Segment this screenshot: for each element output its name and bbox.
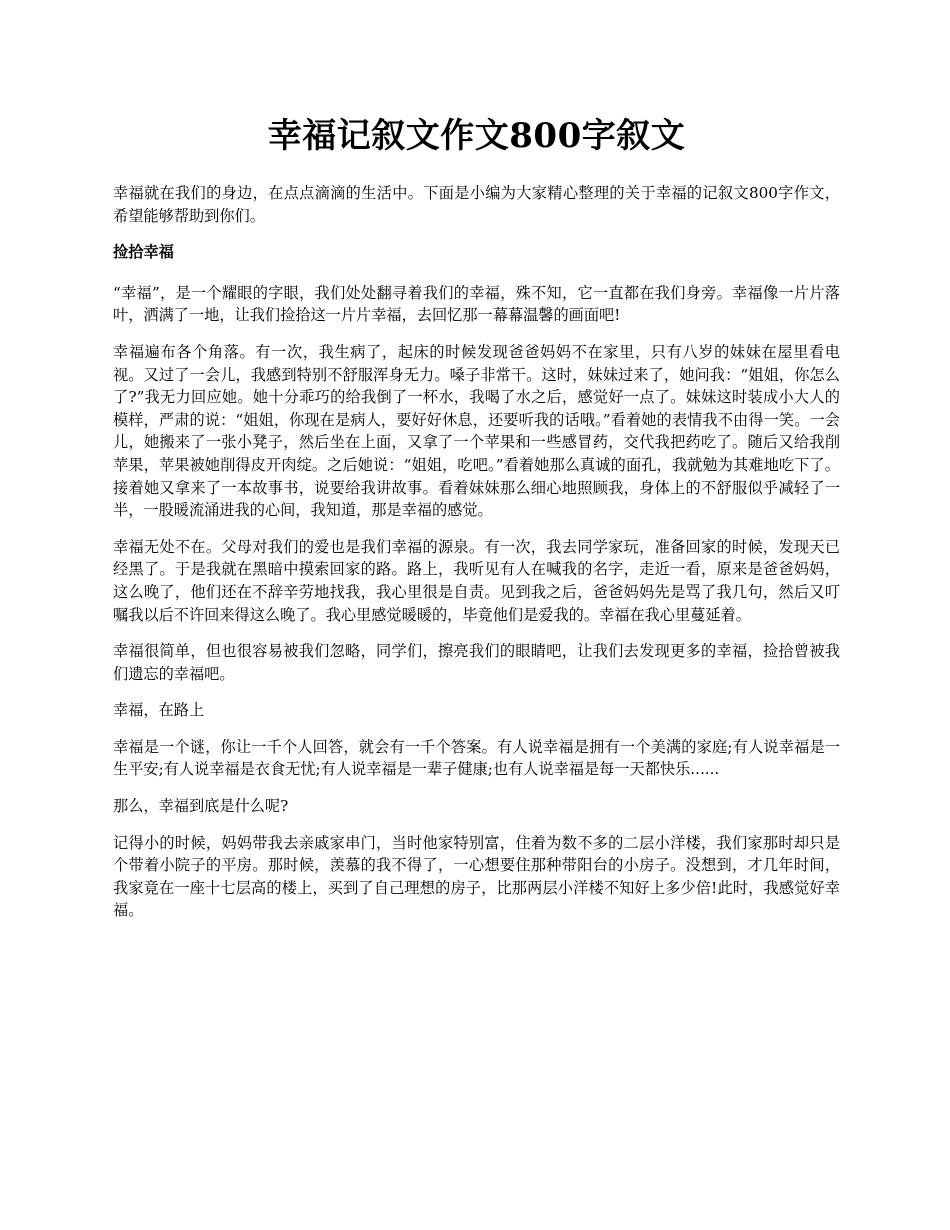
body-paragraph: “幸福”，是一个耀眼的字眼，我们处处翻寻着我们的幸福，殊不知，它一直都在我们身旁。幸福像一片片落叶，洒满了一地，让我们捡拾这一片片幸福，去回忆那一幕幕温馨的画面吧! xyxy=(113,283,840,325)
section-heading: 捡拾幸福 xyxy=(113,243,174,262)
intro-paragraph: 幸福就在我们的身边，在点点滴滴的生活中。下面是小编为大家精心整理的关于幸福的记叙文800字作文，希望能够帮助到你们。 xyxy=(113,184,840,225)
body-paragraph: 幸福是一个谜，你让一千个人回答，就会有一千个答案。有人说幸福是拥有一个美满的家庭;有人说幸福是一生平安;有人说幸福是衣食无忧;有人说幸福是一辈子健康;也有人说幸福是每一天都快乐...... xyxy=(113,737,840,779)
body-paragraph: 幸福很简单，但也很容易被我们忽略，同学们，擦亮我们的眼睛吧，让我们去发现更多的幸福，捡拾曾被我们遗忘的幸福吧。 xyxy=(113,642,840,683)
body-paragraph: 那么，幸福到底是什么呢? xyxy=(113,797,289,816)
body-paragraph: 幸福遍布各个角落。有一次，我生病了，起床的时候发现爸爸妈妈不在家里，只有八岁的妹妹在屋里看电视。又过了一会儿，我感到特别不舒服浑身无力。嗓子非常干。这时，妹妹过来了，她问我：“姐姐，你怎么了?”我无力回应她。她十分乖巧的给我倒了一杯水，我喝了水之后，感觉好一点了。妹妹这时装成小大人的模样，严肃的说：“姐姐，你现在是病人，要好好休息，还要听我的话哦。”看着她的表情我不由得一笑。一会儿，她搬来了一张小凳子，然后坐在上面，又拿了一个苹果和一些感冒药，交代我把药吃了。随后又给我削苹果，苹果被她削得皮开肉绽。之后她说：“姐姐，吃吧。”看着她那么真诚的面孔，我就勉为其难地吃下了。接着她又拿来了一本故事书，说要给我讲故事。看着妹妹那么细心地照顾我，身体上的不舒服似乎减轻了一半，一股暖流涌进我的心间，我知道，那是幸福的感觉。 xyxy=(113,342,840,520)
document-title: 幸福记叙文作文800字叙文 xyxy=(267,116,686,156)
body-paragraph: 幸福无处不在。父母对我们的爱也是我们幸福的源泉。有一次，我去同学家玩，准备回家的时候，发现天已经黑了。于是我就在黑暗中摸索回家的路。路上，我听见有人在喊我的名字，走近一看，原来是爸爸妈妈，这么晚了，他们还在不辞辛劳地找我，我心里很是自责。见到我之后，爸爸妈妈先是骂了我几句，然后又叮嘱我以后不许回来得这么晚了。我心里感觉暖暖的，毕竟他们是爱我的。幸福在我心里蔓延着。 xyxy=(113,537,840,624)
document-page xyxy=(113,108,840,936)
subheading-paragraph: 幸福，在路上 xyxy=(113,701,205,720)
body-paragraph: 记得小的时候，妈妈带我去亲戚家串门，当时他家特别富，住着为数不多的二层小洋楼，我们家那时却只是个带着小院子的平房。那时候，羡慕的我不得了，一心想要住那种带阳台的小房子。没想到，才几年时间，我家竟在一座十七层高的楼上，买到了自己理想的房子，比那两层小洋楼不知好上多少倍!此时，我感觉好幸福。 xyxy=(113,833,840,920)
